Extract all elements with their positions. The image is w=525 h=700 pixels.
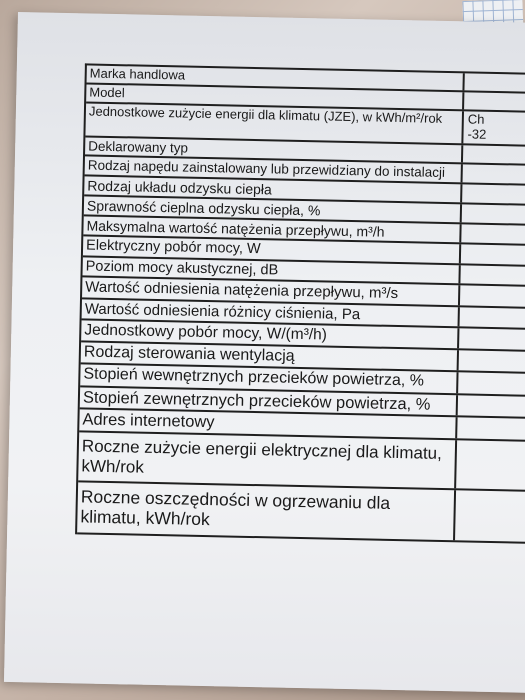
product-fiche-table [75, 63, 525, 544]
row-label: Maksymalna wartość natężenia przepływu, m³/h [83, 216, 461, 242]
row-label: Stopień wewnętrznych przecieków powietrza, % [80, 364, 458, 392]
row-label: Rodzaj napędu zainstalowany lub przewidziany do instalacji [85, 157, 463, 182]
row-value [462, 184, 525, 204]
row-label: Rodzaj układu odzysku ciepła [84, 176, 462, 202]
row-label: Roczne oszczędności w ogrzewaniu dla klimatu, kWh/rok [77, 482, 456, 540]
row-value: Ch -32 [463, 111, 525, 145]
row-value [457, 418, 525, 441]
row-label: Jednostkowy pobór mocy, W/(m³/h) [81, 320, 459, 348]
row-value [460, 286, 525, 307]
row-label: Deklarowany typ [85, 137, 463, 162]
row-label: Roczne zużycie energii elektrycznej dla klimatu, kWh/rok [78, 433, 457, 488]
row-value [459, 350, 525, 372]
row-label: Stopień zewnętrznych przecieków powietrza, % [80, 387, 458, 416]
row-label: Elektryczny pobór mocy, W [83, 236, 461, 263]
row-label: Wartość odniesienia natężenia przepływu, m³/s [82, 278, 460, 305]
row-value [458, 395, 525, 418]
table-row [77, 482, 525, 544]
row-value [461, 224, 525, 244]
row-value [458, 372, 525, 394]
row-label: Sprawność cieplna odzysku ciepła, % [84, 196, 462, 222]
printed-sheet [4, 12, 525, 693]
row-value [464, 92, 525, 111]
row-value [459, 328, 525, 350]
row-value [462, 204, 525, 224]
row-value [455, 490, 525, 542]
row-value [460, 265, 525, 286]
row-label: Rodzaj sterowania wentylacją [81, 342, 459, 370]
row-label: Wartość odniesienia różnicy ciśnienia, Pa [82, 299, 460, 326]
row-value [463, 145, 525, 164]
row-label: Adres internetowy [79, 410, 457, 439]
row-value [461, 244, 525, 265]
row-label: Poziom mocy akustycznej, dB [82, 257, 460, 284]
row-value [456, 441, 525, 490]
row-label: Model [86, 84, 464, 109]
row-value [464, 73, 525, 92]
row-label: Jednostkowe zużycie energii dla klimatu (JZE), w kWh/m²/rok [85, 103, 464, 143]
row-label: Marka handlowa [87, 65, 465, 90]
row-value [460, 307, 525, 328]
row-value [463, 165, 525, 184]
